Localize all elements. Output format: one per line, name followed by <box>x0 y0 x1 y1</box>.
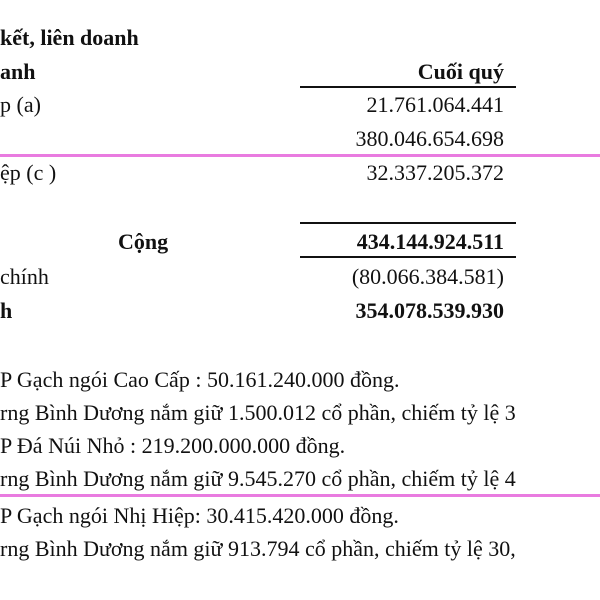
row-value-b: 380.046.654.698 <box>355 126 504 151</box>
header-underline <box>300 86 516 88</box>
note-line: P Gạch ngói Nhị Hiệp: 30.415.420.000 đồng. <box>0 503 399 528</box>
column-header-left: anh <box>0 59 36 84</box>
section-heading: kết, liên doanh <box>0 25 139 50</box>
row-label-c: ệp (c ) <box>0 160 57 185</box>
column-header-cuoi-quy: Cuối quý <box>417 59 504 84</box>
highlight-line-top <box>0 154 600 157</box>
row-value-a: 21.761.064.441 <box>366 92 504 117</box>
net-value: 354.078.539.930 <box>355 298 504 323</box>
total-overline <box>300 222 516 224</box>
highlight-line-bottom <box>0 494 600 497</box>
note-line: P Đá Núi Nhỏ : 219.200.000.000 đồng. <box>0 433 346 458</box>
note-line: P Gạch ngói Cao Cấp : 50.161.240.000 đồng. <box>0 367 400 392</box>
net-label: h <box>0 298 13 323</box>
total-value: 434.144.924.511 <box>356 229 504 254</box>
note-line: rng Bình Dương nắm giữ 9.545.270 cổ phần, chiếm tỷ lệ 4 <box>0 466 516 491</box>
total-label: Cộng <box>118 229 169 254</box>
provision-label: chính <box>0 264 49 289</box>
row-label-a: p (a) <box>0 92 41 117</box>
note-line: rng Bình Dương nắm giữ 1.500.012 cổ phần, chiếm tỷ lệ 3 <box>0 400 516 425</box>
row-value-c: 32.337.205.372 <box>366 160 504 185</box>
provision-value: (80.066.384.581) <box>351 264 504 289</box>
note-line: rng Bình Dương nắm giữ 913.794 cổ phần, chiếm tỷ lệ 30, <box>0 536 516 561</box>
total-underline <box>300 256 516 258</box>
